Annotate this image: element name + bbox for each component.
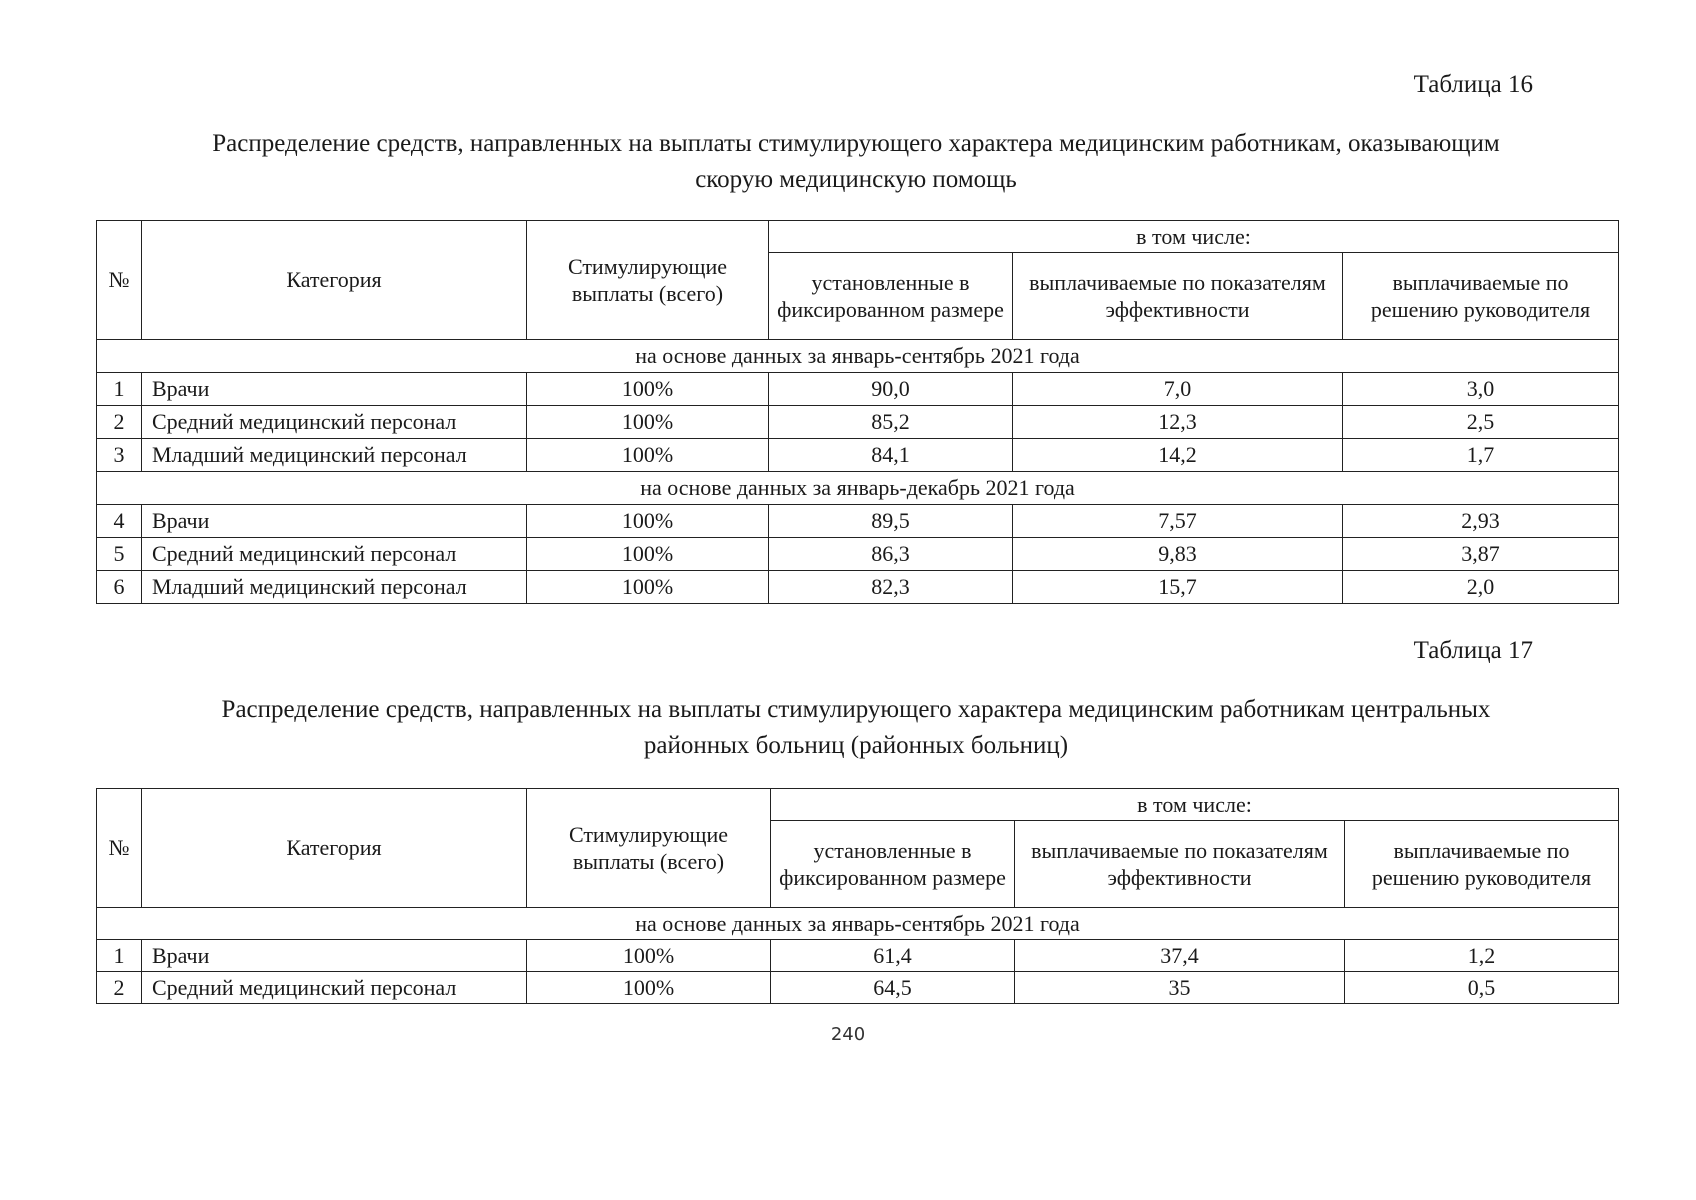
table-row — [97, 538, 1619, 571]
header-including: в том числе: — [771, 789, 1619, 821]
section-row — [97, 472, 1619, 505]
header-num: № — [97, 789, 142, 908]
table-16-title — [96, 126, 1616, 198]
cell-efficiency: 7,0 — [1013, 373, 1343, 406]
cell-manager: 3,87 — [1343, 538, 1619, 571]
cell-fixed: 90,0 — [769, 373, 1013, 406]
cell-category: Врачи — [142, 940, 527, 972]
header-category: Категория — [142, 221, 527, 340]
cell-fixed: 85,2 — [769, 406, 1013, 439]
cell-efficiency: 9,83 — [1013, 538, 1343, 571]
cell-efficiency: 35 — [1015, 972, 1345, 1004]
cell-num: 4 — [97, 505, 142, 538]
section-row — [97, 908, 1619, 940]
section-label: на основе данных за январь-сентябрь 2021 года — [97, 908, 1619, 940]
cell-category: Младший медицинский персонал — [142, 439, 527, 472]
cell-manager: 3,0 — [1343, 373, 1619, 406]
cell-category: Средний медицинский персонал — [142, 406, 527, 439]
cell-category: Средний медицинский персонал — [142, 972, 527, 1004]
table-17-title — [96, 692, 1616, 764]
header-efficiency: выплачиваемые по показателям эффективности — [1015, 821, 1345, 908]
header-total: Стимулирующие выплаты (всего) — [527, 221, 769, 340]
table-16-number: Таблица 16 — [1413, 71, 1533, 98]
header-category: Категория — [142, 789, 527, 908]
cell-total: 100% — [527, 439, 769, 472]
cell-total: 100% — [527, 373, 769, 406]
table-17-header-row-1 — [97, 789, 1619, 821]
table-16-header-row-1 — [97, 221, 1619, 253]
table-17 — [96, 788, 1619, 1004]
table-16-title-line-2: скорую медицинскую помощь — [695, 166, 1017, 193]
section-row — [97, 340, 1619, 373]
table-row — [97, 406, 1619, 439]
table-16-title-line-1: Распределение средств, направленных на выплаты стимулирующего характера медицинским работникам, оказывающим — [212, 130, 1500, 157]
cell-fixed: 82,3 — [769, 571, 1013, 604]
table-row — [97, 972, 1619, 1004]
cell-efficiency: 7,57 — [1013, 505, 1343, 538]
cell-total: 100% — [527, 538, 769, 571]
table-row — [97, 505, 1619, 538]
header-num: № — [97, 221, 142, 340]
header-manager: выплачиваемые по решению руководителя — [1345, 821, 1619, 908]
cell-category: Младший медицинский персонал — [142, 571, 527, 604]
cell-num: 3 — [97, 439, 142, 472]
cell-total: 100% — [527, 571, 769, 604]
table-row — [97, 571, 1619, 604]
cell-fixed: 61,4 — [771, 940, 1015, 972]
cell-manager: 1,7 — [1343, 439, 1619, 472]
cell-manager: 2,5 — [1343, 406, 1619, 439]
cell-efficiency: 37,4 — [1015, 940, 1345, 972]
cell-num: 1 — [97, 373, 142, 406]
cell-efficiency: 15,7 — [1013, 571, 1343, 604]
cell-total: 100% — [527, 505, 769, 538]
cell-fixed: 89,5 — [769, 505, 1013, 538]
table-17-title-line-2: районных больниц (районных больниц) — [643, 732, 1069, 759]
header-manager: выплачиваемые по решению руководителя — [1343, 253, 1619, 340]
section-label: на основе данных за январь-декабрь 2021 года — [97, 472, 1619, 505]
table-row — [97, 439, 1619, 472]
table-16 — [96, 220, 1619, 604]
section-label: на основе данных за январь-сентябрь 2021 года — [97, 340, 1619, 373]
page-number: 240 — [830, 1024, 866, 1045]
cell-fixed: 64,5 — [771, 972, 1015, 1004]
cell-fixed: 86,3 — [769, 538, 1013, 571]
cell-fixed: 84,1 — [769, 439, 1013, 472]
header-fixed: установленные в фиксированном размере — [769, 253, 1013, 340]
cell-category: Врачи — [142, 505, 527, 538]
header-including: в том числе: — [769, 221, 1619, 253]
table-row — [97, 940, 1619, 972]
cell-category: Средний медицинский персонал — [142, 538, 527, 571]
cell-total: 100% — [527, 406, 769, 439]
cell-num: 2 — [97, 972, 142, 1004]
cell-efficiency: 12,3 — [1013, 406, 1343, 439]
table-row — [97, 373, 1619, 406]
cell-efficiency: 14,2 — [1013, 439, 1343, 472]
header-fixed: установленные в фиксированном размере — [771, 821, 1015, 908]
cell-num: 5 — [97, 538, 142, 571]
cell-manager: 2,93 — [1343, 505, 1619, 538]
cell-manager: 1,2 — [1345, 940, 1619, 972]
table-17-number: Таблица 17 — [1413, 637, 1533, 664]
cell-total: 100% — [527, 940, 771, 972]
table-17-title-line-1: Распределение средств, направленных на выплаты стимулирующего характера медицинским работникам центральных — [221, 696, 1491, 723]
cell-num: 1 — [97, 940, 142, 972]
header-total: Стимулирующие выплаты (всего) — [527, 789, 771, 908]
cell-num: 2 — [97, 406, 142, 439]
cell-total: 100% — [527, 972, 771, 1004]
cell-category: Врачи — [142, 373, 527, 406]
cell-num: 6 — [97, 571, 142, 604]
header-efficiency: выплачиваемые по показателям эффективности — [1013, 253, 1343, 340]
cell-manager: 2,0 — [1343, 571, 1619, 604]
cell-manager: 0,5 — [1345, 972, 1619, 1004]
